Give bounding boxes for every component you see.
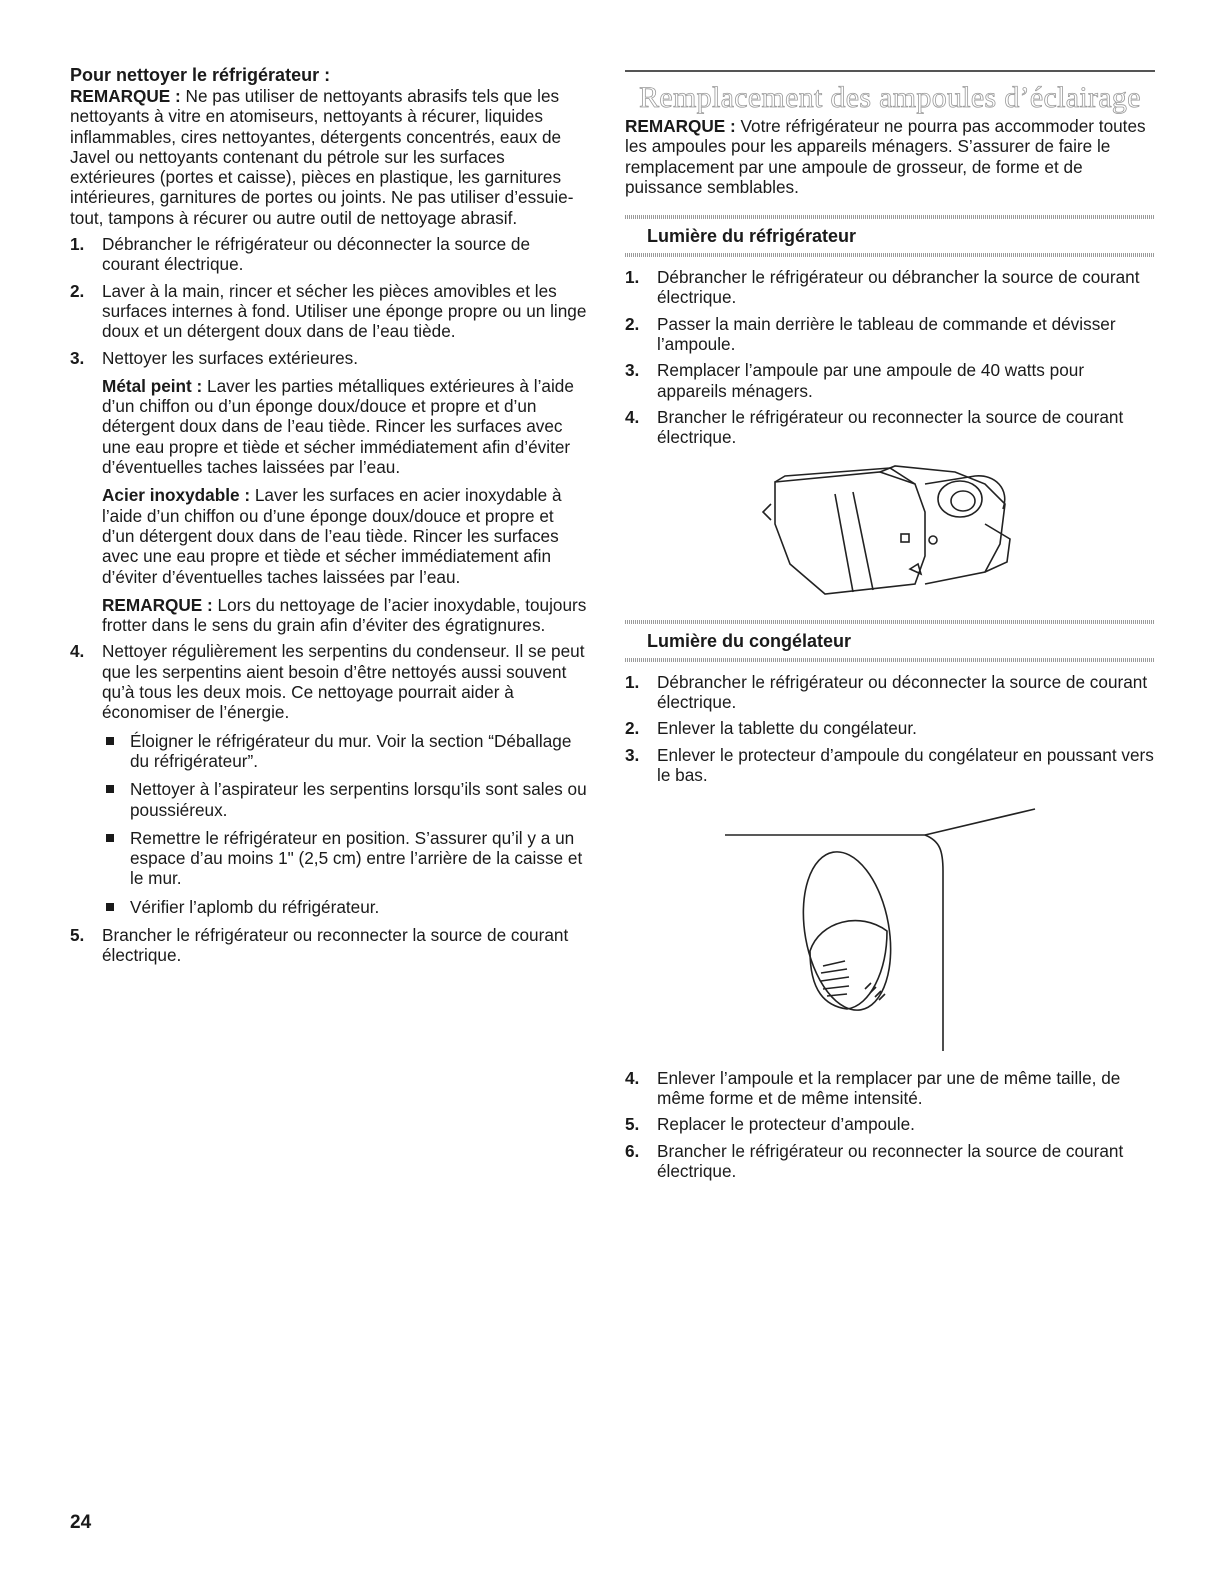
step-number: 5.: [625, 1114, 640, 1135]
list-item: [625, 672, 1155, 713]
divider: [625, 215, 1155, 219]
bullet-text: Remettre le réfrigérateur en position. S’assurer qu’il y a un espace d’au moins 1" (2,5 cm) entre l’arrière de la caisse et le mur.: [130, 827, 583, 889]
condenser-bullets: [102, 731, 590, 917]
step-text: Passer la main derrière le tableau de commande et dévisser l’ampoule.: [657, 313, 1116, 355]
step-text: Laver à la main, rincer et sécher les pièces amovibles et les surfaces internes à fond. Utiliser une éponge propre ou un linge doux et un détergent doux dans de l’eau tiède.: [102, 280, 587, 342]
left-column: [70, 62, 590, 972]
list-item: [625, 1068, 1155, 1109]
paragraph-text: Laver les parties métalliques extérieures à l’aide d’un chiffon ou d’un éponge doux/douce et propre et d’un détergent doux dans de l’eau tiède. Rincer les surfaces avec une eau propre et tiède et sécher immédiatement afin d’éviter d’éventuelles taches laissées par l’eau.: [102, 375, 574, 478]
step-text: Replacer le protecteur d’ampoule.: [657, 1114, 915, 1135]
step-number: 1.: [625, 671, 640, 692]
list-item: [70, 348, 590, 636]
list-item: [625, 1114, 1155, 1134]
top-rule: [625, 70, 1155, 72]
note-label: REMARQUE :: [625, 116, 736, 136]
right-column: [625, 62, 1155, 1187]
list-item: [70, 641, 590, 917]
divider: [625, 253, 1155, 257]
stainless-note: [102, 595, 590, 636]
list-item: [625, 718, 1155, 738]
step-text: Débrancher le réfrigérateur ou déconnecter la source de courant électrique.: [657, 671, 1148, 713]
page-number: 24: [70, 1512, 92, 1533]
bullet-square-icon: [106, 834, 114, 842]
bullet-text: Éloigner le réfrigérateur du mur. Voir la section “Déballage du réfrigérateur”.: [130, 730, 572, 771]
list-item: [625, 1141, 1155, 1182]
bullet-square-icon: [106, 785, 114, 793]
intro-note: [70, 86, 590, 228]
step-text: Remplacer l’ampoule par une ampoule de 40 watts pour appareils ménagers.: [657, 360, 1085, 401]
step-number: 5.: [70, 924, 85, 945]
bullet-square-icon: [106, 737, 114, 745]
step-number: 4.: [625, 406, 640, 427]
step-number: 2.: [625, 718, 640, 739]
section-title: Remplacement des ampoules d’éclairage: [639, 81, 1141, 114]
freezer-light-steps-continued: [625, 1068, 1155, 1181]
bullet-item: [102, 731, 590, 772]
list-item: [70, 281, 590, 342]
paragraph-text: Laver les surfaces en acier inoxydable à l’aide d’un chiffon ou d’une éponge doux/douce et propre et d’un détergent doux dans de l’eau tiède. Rincer les surfaces avec une eau propre et tiède et sécher immédiatement afin d’éviter d’éventuelles taches laissées par l’eau.: [102, 485, 562, 587]
step-text: Débrancher le réfrigérateur ou déconnecter la source de courant électrique.: [102, 234, 531, 275]
step-text: Brancher le réfrigérateur ou reconnecter la source de courant électrique.: [657, 1140, 1124, 1181]
freezer-light-illustration: [625, 801, 1155, 1051]
step-number: 4.: [625, 1067, 640, 1088]
list-item: [625, 267, 1155, 308]
list-item: [625, 360, 1155, 401]
paragraph-label: Acier inoxydable :: [102, 485, 251, 506]
step-text: Enlever la tablette du congélateur.: [657, 718, 917, 739]
cleaning-steps: [70, 234, 590, 966]
step-text: Nettoyer les surfaces extérieures.: [102, 347, 359, 368]
painted-metal-paragraph: [102, 376, 590, 477]
step-text: Brancher le réfrigérateur ou reconnecter la source de courant électrique.: [657, 406, 1124, 448]
note-text: Lors du nettoyage de l’acier inoxydable, toujours frotter dans le sens du grain afin d’éviter des égratignures.: [102, 594, 587, 636]
step-number: 3.: [70, 347, 85, 368]
list-item: [70, 234, 590, 275]
bulb-note: [625, 116, 1155, 197]
note-text: Ne pas utiliser de nettoyants abrasifs tels que les nettoyants à vitre en atomiseurs, nettoyants à récurer, liquides inflammables, cires nettoyantes, détergents concentrés, eaux de Javel ou nettoyants contenant du pétrole sur les surfaces extérieures (portes et caisse), pièces en plastique, les garnitures intérieures, garnitures de portes ou joints. Ne pas utiliser d’essuie-tout, tampons à récurer ou autre outil de nettoyage abrasif.: [70, 86, 574, 228]
step-number: 3.: [625, 360, 640, 381]
step-number: 4.: [70, 641, 85, 662]
step-number: 6.: [625, 1140, 640, 1161]
stainless-steel-paragraph: [102, 485, 590, 586]
bullet-square-icon: [106, 903, 114, 911]
step-number: 3.: [625, 744, 640, 765]
step-number: 1.: [70, 234, 85, 255]
list-item: [70, 925, 590, 966]
note-text: Votre réfrigérateur ne pourra pas accommoder toutes les ampoules pour les appareils ménagers. S’assurer de faire le remplacement par une ampoule de grosseur, de forme et de puissance semblables.: [625, 116, 1146, 197]
section-heading: Pour nettoyer le réfrigérateur :: [70, 65, 331, 85]
step-number: 2.: [70, 280, 85, 301]
step-text: Enlever le protecteur d’ampoule du congélateur en poussant vers le bas.: [657, 744, 1154, 786]
step-text: Nettoyer régulièrement les serpentins du condenseur. Il se peut que les serpentins aient besoin d’être nettoyés aussi souvent qu’à tous les deux mois. Ce nettoyage pourrait aider à économiser de l’énergie.: [102, 641, 585, 723]
list-item: [625, 745, 1155, 786]
freezer-light-steps: [625, 672, 1155, 785]
bullet-item: [102, 779, 590, 820]
divider: [625, 620, 1155, 624]
fridge-light-illustration: [625, 464, 1155, 604]
list-item: [625, 314, 1155, 355]
fridge-light-heading: Lumière du réfrigérateur: [647, 226, 857, 247]
list-item: [625, 407, 1155, 448]
note-label: REMARQUE :: [102, 594, 213, 615]
fridge-light-steps: [625, 267, 1155, 447]
step-text: Enlever l’ampoule et la remplacer par une de même taille, de même forme et de même intensité.: [657, 1067, 1121, 1108]
bullet-item: [102, 897, 590, 917]
note-label: REMARQUE :: [70, 86, 181, 106]
step-text: Brancher le réfrigérateur ou reconnecter la source de courant électrique.: [102, 924, 569, 966]
step-number: 1.: [625, 267, 640, 288]
divider: [625, 658, 1155, 662]
step-number: 2.: [625, 313, 640, 334]
step-text: Débrancher le réfrigérateur ou débrancher la source de courant électrique.: [657, 267, 1140, 308]
bullet-item: [102, 828, 590, 889]
freezer-light-heading: Lumière du congélateur: [647, 630, 852, 651]
bullet-text: Vérifier l’aplomb du réfrigérateur.: [130, 896, 380, 917]
paragraph-label: Métal peint :: [102, 375, 203, 396]
bullet-text: Nettoyer à l’aspirateur les serpentins lorsqu’ils sont sales ou poussiéreux.: [130, 779, 587, 820]
